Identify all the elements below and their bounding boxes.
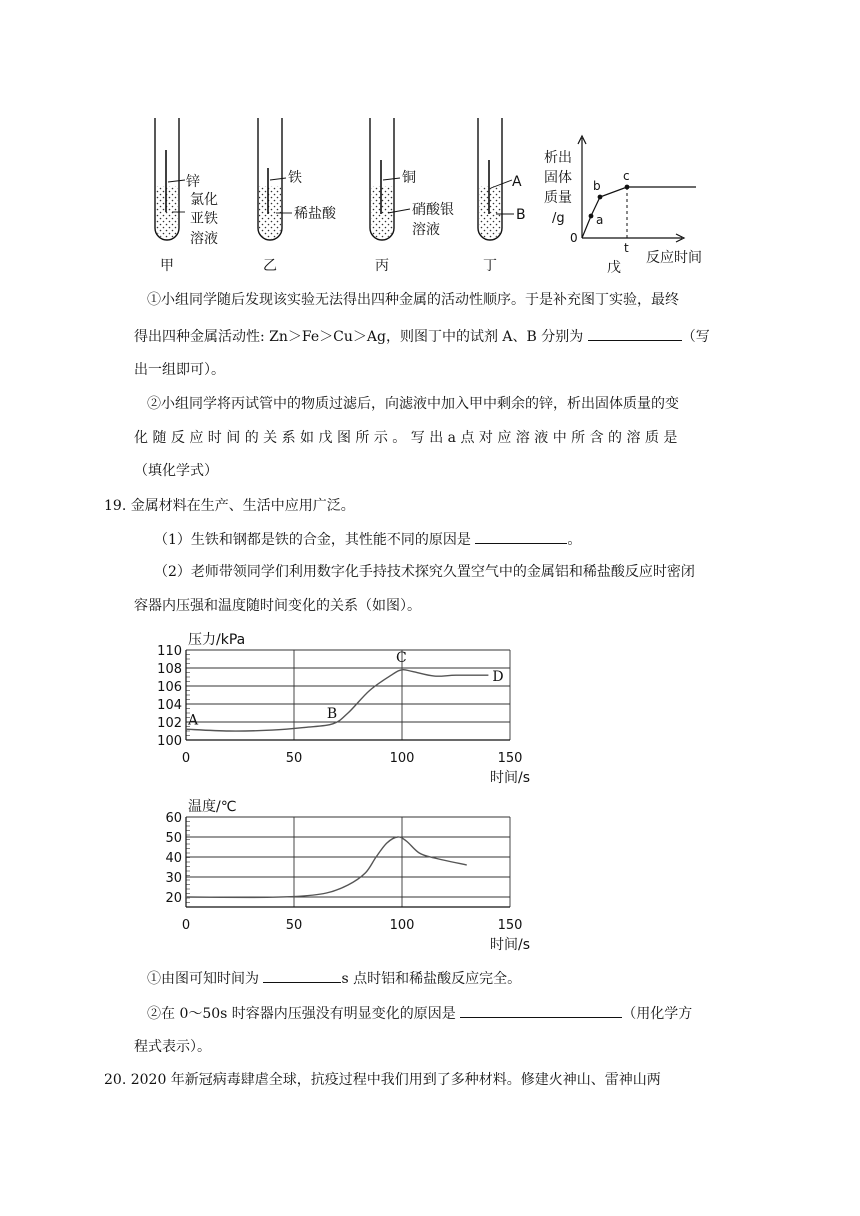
answer-blank-a-b[interactable] <box>588 326 682 341</box>
tube-ding-caption: 丁 <box>483 258 497 274</box>
q19-a1-text: 由图可知时间为 <box>161 971 259 987</box>
wu-t-label: t <box>624 241 629 255</box>
wu-point-b-label: b <box>593 179 601 193</box>
point-label-b: B <box>326 705 338 722</box>
wu-ylabel-2: 质量 <box>544 190 572 206</box>
circled-one-b: ① <box>147 971 161 987</box>
pressure-chart <box>140 628 540 788</box>
q18-p1-text2b: （写 <box>681 329 710 345</box>
tube-jia-label-0: 锌 <box>186 174 200 190</box>
pressure-ytick-label: 102 <box>157 716 182 731</box>
q18-p1-text1: 小组同学随后发现该实验无法得出四种金属的活动性顺序。于是补充图丁实验，最终 <box>161 292 679 308</box>
wu-point-b <box>598 195 603 200</box>
q18-p2-line2: 化 随 反 应 时 间 的 关 系 如 戊 图 所 示 。 写 出 a 点 对 应 溶 液 中 所 含 的 溶 质 是 <box>134 430 678 446</box>
q18-p2-text1: 小组同学将丙试管中的物质过滤后，向滤液中加入甲中剩余的锌，析出固体质量的变 <box>161 396 679 412</box>
answer-blank-equation[interactable] <box>460 1003 622 1018</box>
wu-xlabel: 反应时间 <box>646 250 702 266</box>
q18-p1-text2a: 得出四种金属活动性: Zn＞Fe＞Cu＞Ag，则图丁中的试剂 A、B 分别为 <box>134 329 584 345</box>
answer-blank-alloy[interactable] <box>475 529 567 544</box>
q19-number: 19. <box>104 498 127 514</box>
pressure-ytick-label: 106 <box>157 680 182 695</box>
circled-one: ① <box>147 292 161 308</box>
pressure-xtick-label: 150 <box>497 751 523 766</box>
q19-a2 <box>147 1003 692 1024</box>
pressure-ytick-label: 104 <box>157 698 182 713</box>
q19-header <box>104 496 355 516</box>
wu-caption: 戊 <box>607 260 621 275</box>
temperature-title: 温度/℃ <box>188 799 237 815</box>
q20-line1 <box>104 1070 661 1090</box>
wu-point-a-label: a <box>596 213 604 227</box>
pressure-xlabel: 时间/s <box>489 770 531 786</box>
pressure-xtick-label: 0 <box>181 751 191 766</box>
temperature-xtick-label: 0 <box>181 918 191 933</box>
tube-jia-caption: 甲 <box>160 258 174 274</box>
answer-blank-time[interactable] <box>263 968 341 983</box>
q19-a1-end: s 点时铝和稀盐酸反应完全。 <box>341 971 522 987</box>
point-label-a: A <box>188 712 199 729</box>
tube-figure <box>0 100 860 275</box>
wu-point-a <box>589 214 594 219</box>
pressure-xtick-label: 50 <box>285 751 303 766</box>
q18-p2-line1 <box>147 394 679 414</box>
q18-p1-line1 <box>147 290 679 310</box>
q20-text: 2020 年新冠病毒肆虐全球，抗疫过程中我们用到了多种材料。修建火神山、雷神山两 <box>130 1072 661 1088</box>
q19-s2-line2: 容器内压强和温度随时间变化的关系（如图）。 <box>134 598 421 614</box>
q19-a2-text: 在 0～50s 时容器内压强没有明显变化的原因是 <box>161 1006 456 1022</box>
tube-jia-label-1: 氯化 <box>190 192 218 208</box>
point-label-d: D <box>492 669 504 686</box>
wu-ylabel-1: 固体 <box>544 170 572 186</box>
tube-ding <box>478 118 526 274</box>
wu-origin: 0 <box>570 231 578 245</box>
tube-bing-label-0: 铜 <box>402 170 416 186</box>
wu-ylabel-0: 析出 <box>544 150 572 166</box>
tube-yi-label-0: 铁 <box>288 170 302 186</box>
temperature-xtick-label: 150 <box>497 918 523 933</box>
tube-bing-label-2: 溶液 <box>412 222 440 238</box>
temperature-xtick-label: 100 <box>389 918 415 933</box>
pressure-ytick-label: 110 <box>157 644 182 659</box>
q19-s2-line1: （2）老师带领同学们利用数字化手持技术探究久置空气中的金属铝和稀盐酸反应时密闭 <box>154 564 695 580</box>
circled-two-b: ② <box>147 1006 161 1022</box>
tube-jia <box>155 118 218 274</box>
wu-point-c-label: c <box>623 169 630 183</box>
q19-a2-line2: 程式表示）。 <box>134 1039 211 1055</box>
temperature-ytick-label: 30 <box>165 871 182 886</box>
wu-chart <box>544 136 702 275</box>
tube-yi-label-1: 稀盐酸 <box>294 206 336 222</box>
temperature-ytick-label: 50 <box>165 831 182 846</box>
temperature-ytick-label: 20 <box>165 891 182 906</box>
q19-s1 <box>154 529 581 550</box>
wu-ylabel-3: /g <box>552 211 565 226</box>
tube-jia-label-2: 亚铁 <box>190 211 218 227</box>
tube-yi <box>258 118 337 274</box>
q19-s1-end: 。 <box>567 532 582 548</box>
tube-ding-label-1: B <box>516 207 526 223</box>
temperature-xlabel: 时间/s <box>489 937 531 953</box>
tube-jia-label-3: 溶液 <box>190 231 218 247</box>
pressure-ytick-label: 100 <box>157 734 182 749</box>
tube-yi-caption: 乙 <box>263 258 277 274</box>
tube-bing-caption: 丙 <box>375 258 389 274</box>
wu-point-c <box>625 185 630 190</box>
q19-a2-end: （用化学方 <box>622 1006 693 1022</box>
pressure-xtick-label: 100 <box>389 751 415 766</box>
q19-s1-text: （1）生铁和钢都是铁的合金，其性能不同的原因是 <box>154 532 471 548</box>
tube-bing <box>370 118 454 274</box>
pressure-ytick-label: 108 <box>157 662 182 677</box>
temperature-ytick-label: 40 <box>165 851 182 866</box>
tube-ding-label-0: A <box>512 174 522 190</box>
q19-a1 <box>147 968 521 989</box>
pressure-title: 压力/kPa <box>188 632 246 648</box>
temperature-ytick-label: 60 <box>165 811 182 826</box>
point-label-c: C <box>396 649 407 666</box>
temperature-series-line <box>186 837 467 897</box>
temperature-xtick-label: 50 <box>285 918 303 933</box>
temperature-chart <box>140 795 540 955</box>
q18-p1-line3: 出一组即可）。 <box>134 362 225 378</box>
circled-two: ② <box>147 396 161 412</box>
q20-number: 20. <box>104 1072 127 1088</box>
tube-bing-label-1: 硝酸银 <box>412 202 454 218</box>
q19-title: 金属材料在生产、生活中应用广泛。 <box>130 498 355 514</box>
q18-p1-line2 <box>134 326 710 347</box>
q18-p2-line3: （填化学式） <box>134 463 218 479</box>
